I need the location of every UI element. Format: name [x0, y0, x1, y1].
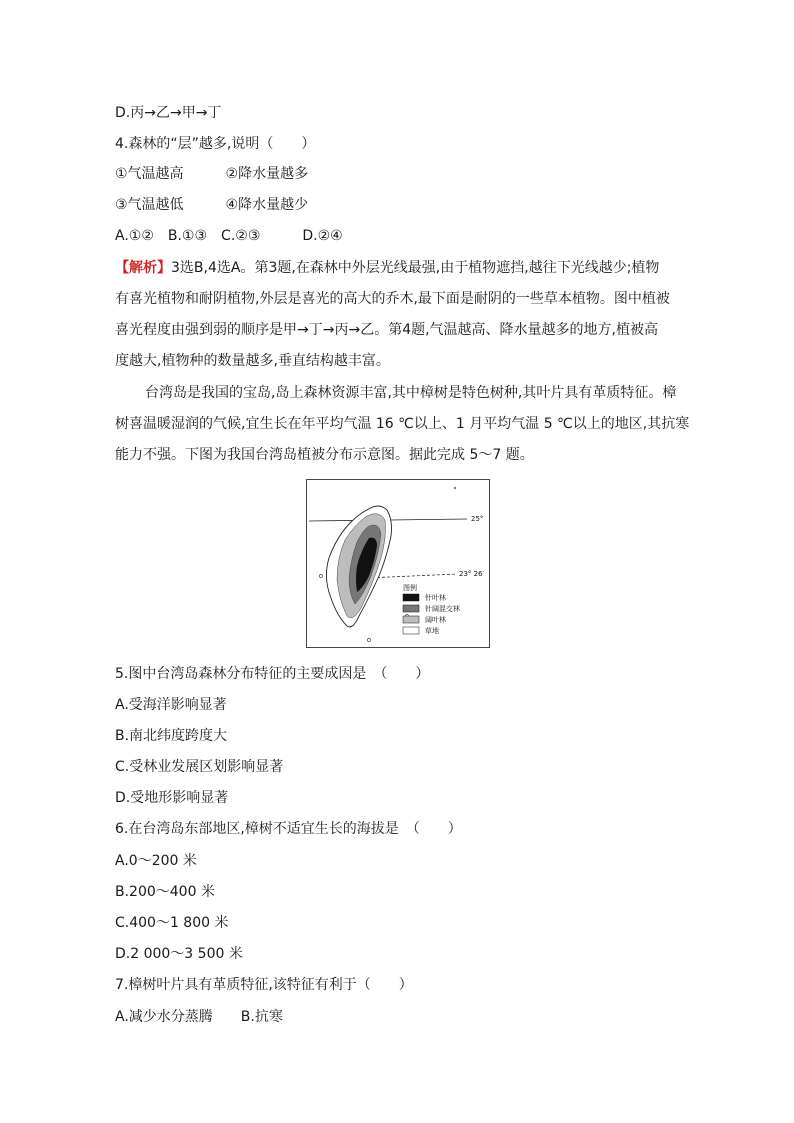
- legend-title: 图例: [403, 584, 417, 592]
- analysis-tag: 【解析】: [115, 260, 171, 276]
- islet-west: [319, 574, 322, 577]
- question-6-option-c: C.400～1 800 米: [115, 915, 229, 931]
- question-5-option-b: B.南北纬度跨度大: [115, 728, 228, 744]
- latitude-25-label: 25°: [471, 515, 484, 523]
- question-5-option-c: C.受林业发展区划影响显著: [115, 759, 284, 775]
- analysis-line-4: 度越大,植物种的数量越多,垂直结构越丰富。: [115, 353, 390, 369]
- analysis-line-3: 喜光程度由强到弱的顺序是甲→丁→丙→乙。第4题,气温越高、降水量越多的地方,植被高: [115, 322, 658, 338]
- islet-south: [367, 638, 370, 641]
- question-4-statements-1: ①气温越高 ②降水量越多: [115, 166, 309, 182]
- islet-north: [454, 487, 456, 489]
- legend-label-mixed: 针阔混交林: [425, 605, 460, 613]
- question-6: 6.在台湾岛东部地区,樟树不适宜生长的海拔是 （ ）: [115, 821, 462, 837]
- passage-line-1: 台湾岛是我国的宝岛,岛上森林资源丰富,其中樟树是特色树种,其叶片具有革质特征。樟: [145, 385, 677, 401]
- question-7: 7.樟树叶片具有革质特征,该特征有利于（ ）: [115, 977, 413, 993]
- question-5: 5.图中台湾岛森林分布特征的主要成因是 （ ）: [115, 666, 430, 682]
- tropic-label: 23° 26′: [459, 570, 485, 578]
- passage-line-2: 树喜温暖湿润的气候,宜生长在年平均气温 16 ℃以上、1 月平均气温 5 ℃以上的地区,其抗寒: [115, 416, 690, 432]
- q3-option-d: D.丙→乙→甲→丁: [115, 105, 222, 121]
- question-5-option-a: A.受海洋影响显著: [115, 697, 227, 713]
- legend-swatch-conifer: [403, 594, 419, 601]
- legend-label-broadleaf: 阔叶林: [425, 616, 446, 624]
- question-4-choices: A.①② B.①③ C.②③ D.②④: [115, 228, 343, 244]
- map-legend: [403, 583, 460, 635]
- question-7-option-b: B.抗寒: [240, 1009, 283, 1025]
- question-6-option-b: B.200～400 米: [115, 884, 215, 900]
- taiwan-vegetation-map: [306, 479, 490, 648]
- question-7-option-a: A.减少水分蒸腾: [115, 1009, 213, 1025]
- legend-swatch-mixed: [403, 605, 419, 612]
- legend-label-grass: 草地: [425, 627, 439, 635]
- analysis-text-1: 3选B,4选A。第3题,在森林中外层光线最强,由于植物遮挡,越往下光线越少;植物: [171, 260, 660, 276]
- analysis-line-2: 有喜光植物和耐阴植物,外层是喜光的高大的乔木,最下面是耐阴的一些草本植物。图中植被: [115, 291, 670, 307]
- legend-label-conifer: 针叶林: [425, 594, 446, 602]
- question-5-option-d: D.受地形影响显著: [115, 790, 229, 806]
- analysis-line-1: [115, 258, 659, 278]
- question-7-options: [115, 1007, 283, 1027]
- question-4-statements-2: ③气温越低 ④降水量越少: [115, 197, 309, 213]
- question-6-option-a: A.0～200 米: [115, 853, 197, 869]
- question-4: 4.森林的“层”越多,说明（ ）: [115, 136, 316, 152]
- passage-line-3: 能力不强。下图为我国台湾岛植被分布示意图。据此完成 5～7 题。: [115, 447, 534, 463]
- legend-swatch-broadleaf: [403, 616, 419, 623]
- tropic-line: [367, 574, 457, 578]
- question-6-option-d: D.2 000～3 500 米: [115, 946, 243, 962]
- legend-swatch-grass: [403, 627, 419, 634]
